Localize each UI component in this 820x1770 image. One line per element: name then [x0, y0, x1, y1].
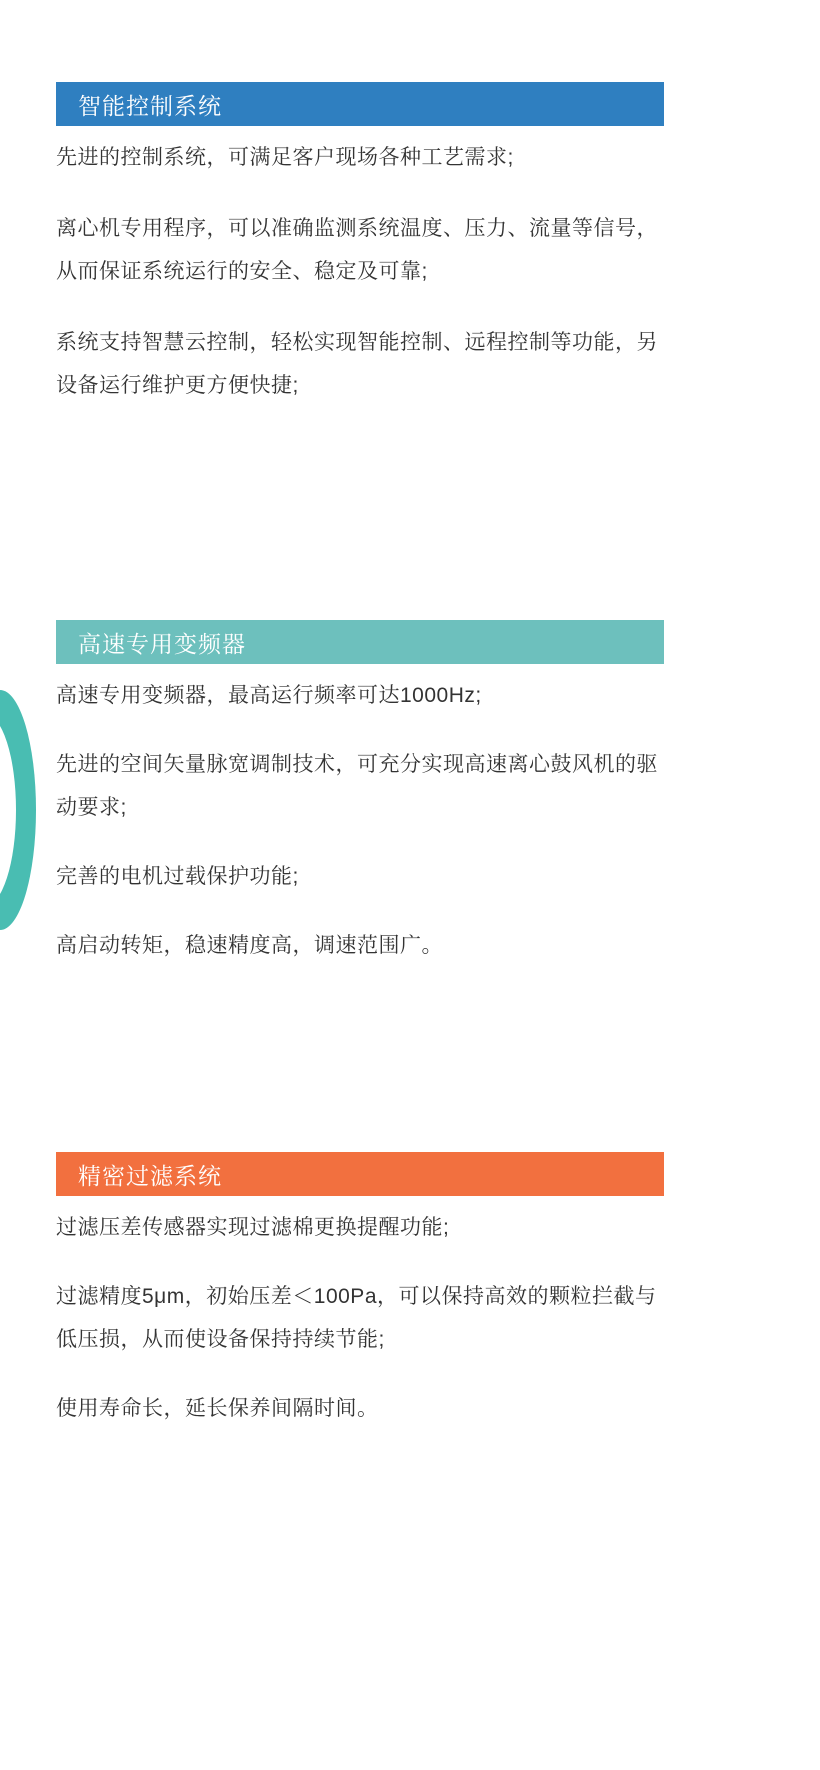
- feature-section-high-speed-inverter: [56, 620, 664, 967]
- section-body: [56, 1196, 664, 1430]
- section-title: 高速专用变频器: [78, 630, 246, 657]
- paragraph: 使用寿命长，延长保养间隔时间。: [56, 1397, 379, 1420]
- section-header-precision-filtration: [56, 1152, 664, 1196]
- section-header-intelligent-control: [56, 82, 664, 126]
- paragraph: 高速专用变频器，最高运行频率可达1000Hz;: [56, 684, 482, 707]
- paragraph: 过滤精度5μm，初始压差＜100Pa，可以保持高效的颗粒拦截与低压损，从而使设备保持持续节能;: [56, 1285, 657, 1351]
- paragraph: 高启动转矩，稳速精度高，调速范围广。: [56, 934, 443, 957]
- paragraph: 过滤压差传感器实现过滤棉更换提醒功能;: [56, 1216, 450, 1239]
- paragraph: 先进的空间矢量脉宽调制技术，可充分实现高速离心鼓风机的驱动要求;: [56, 753, 658, 819]
- paragraph: 离心机专用程序，可以准确监测系统温度、压力、流量等信号，从而保证系统运行的安全、稳定及可靠;: [56, 217, 658, 283]
- section-header-high-speed-inverter: [56, 620, 664, 664]
- section-body: [56, 664, 664, 967]
- feature-section-precision-filtration: [56, 1152, 664, 1430]
- section-title: 智能控制系统: [78, 92, 222, 119]
- section-body: [56, 126, 664, 407]
- section-title: 精密过滤系统: [78, 1162, 222, 1189]
- paragraph: 先进的控制系统，可满足客户现场各种工艺需求;: [56, 146, 514, 169]
- feature-section-intelligent-control: [56, 82, 664, 407]
- paragraph: 系统支持智慧云控制，轻松实现智能控制、远程控制等功能，另设备运行维护更方便快捷;: [56, 331, 658, 397]
- paragraph: 完善的电机过载保护功能;: [56, 865, 299, 888]
